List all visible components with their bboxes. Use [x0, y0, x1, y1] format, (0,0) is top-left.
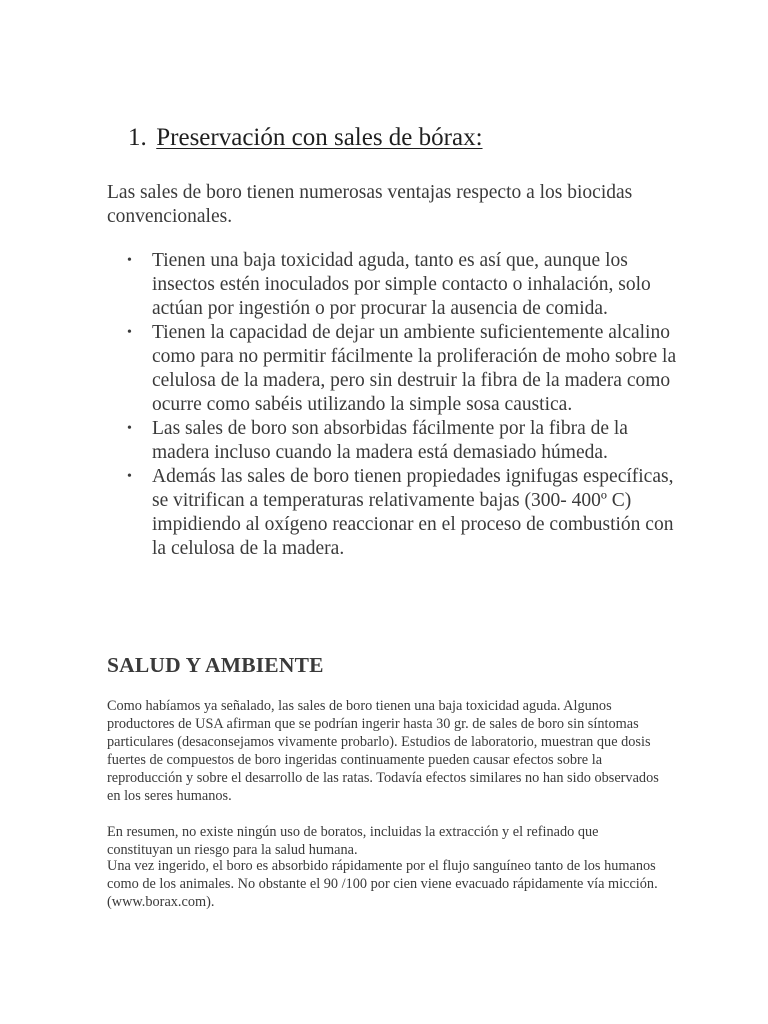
advantages-list	[107, 249, 687, 561]
bullet-icon: •	[127, 253, 132, 268]
list-item-text: Además las sales de boro tienen propiedades ignifugas específicas, se vitrifican a temperaturas relativamente bajas (300- 400º C) impidiendo al oxígeno reaccionar en el proceso de combustión con la celulosa de la madera.	[152, 466, 674, 559]
bullet-icon: •	[127, 325, 132, 340]
list-item-text: Las sales de boro son absorbidas fácilmente por la fibra de la madera incluso cuando la madera está demasiado húmeda.	[152, 418, 628, 463]
intro-paragraph: Las sales de boro tienen numerosas ventajas respecto a los biocidas convencionales.	[107, 182, 633, 227]
body-paragraph: Como habíamos ya señalado, las sales de boro tienen una baja toxicidad aguda. Algunos productores de USA afirman que se podrían ingerir hasta 30 gr. de sales de boro sin síntomas particulares (desaconsejamos vivamente probarlo). Estudios de laboratorio, muestran que dosis fuertes de compuestos de boro ingeridas continuamente pueden causar efectos sobre la reproducción y sobre el desarrollo de las ratas. Todavía efectos similares no han sido observados en los seres humanos.	[107, 698, 659, 804]
body-paragraph: Una vez ingerido, el boro es absorbido rápidamente por el flujo sanguíneo tanto de los humanos como de los animales. No obstante el 90 /100 por cien viene evacuado rápidamente vía micción. (www.borax.com).	[107, 858, 658, 910]
heading-number: 1.	[128, 124, 147, 151]
section-heading	[128, 122, 483, 154]
list-item-text: Tienen una baja toxicidad aguda, tanto es así que, aunque los insectos estén inoculados por simple contacto o inhalación, solo actúan por ingestión o por procurar la ausencia de comida.	[152, 250, 651, 319]
list-item	[107, 249, 687, 321]
bullet-icon: •	[127, 421, 132, 436]
heading-title: Preservación con sales de bórax:	[156, 124, 483, 151]
list-item	[107, 321, 687, 417]
section-title: SALUD Y AMBIENTE	[107, 653, 324, 677]
list-item	[107, 417, 687, 465]
list-item	[107, 465, 687, 561]
bullet-icon: •	[127, 469, 132, 484]
body-paragraph: En resumen, no existe ningún uso de boratos, incluidas la extracción y el refinado que constituyan un riesgo para la salud humana.	[107, 824, 599, 858]
list-item-text: Tienen la capacidad de dejar un ambiente suficientemente alcalino como para no permitir fácilmente la proliferación de moho sobre la celulosa de la madera, pero sin destruir la fibra de la madera como ocurre como sabéis utilizando la simple sosa caustica.	[152, 322, 677, 415]
